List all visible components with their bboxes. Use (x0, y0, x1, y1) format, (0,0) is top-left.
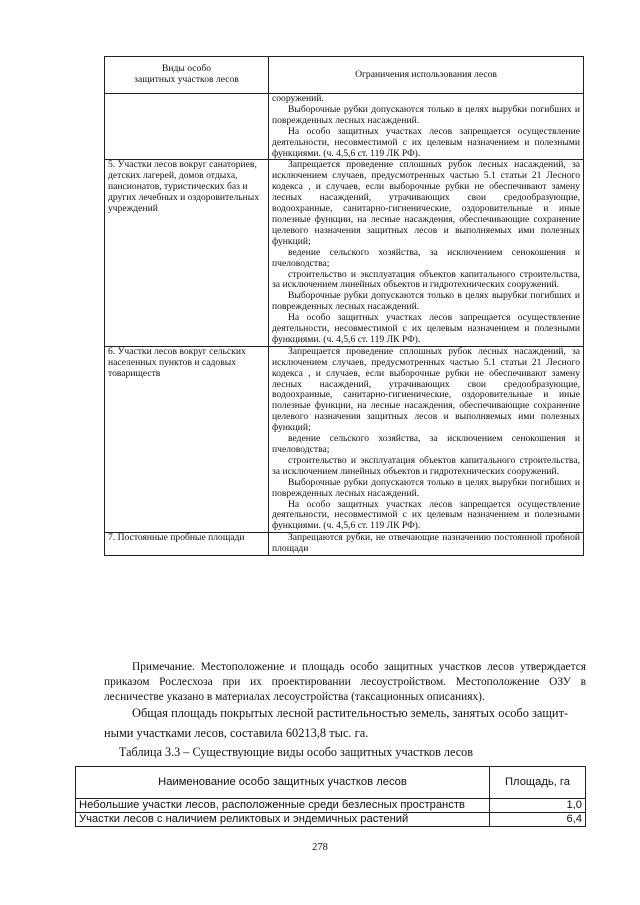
table-header-row (76, 767, 586, 799)
restriction-paragraph: строительство и эксплуатация объектов капитального строительства, за исключением линейных объектов и гидротехнических сооружений. (272, 454, 580, 477)
restrictions-cell (269, 94, 584, 160)
kind-cell: 7. Постоянные пробные площади (105, 533, 269, 556)
area-name-cell: Участки лесов с наличием реликтовых и эндемичных растений (76, 813, 490, 827)
restriction-paragraph: На особо защитных участках лесов запрещается осуществление деятельности, несовместимой с их целевым назначением и полезными функциями. (ч. 4,5,6 ст. 119 ЛК РФ). (272, 312, 580, 345)
restriction-paragraph: Выборочные рубки допускаются только в целях вырубки погибших и поврежденных лесных насаждений. (272, 103, 580, 126)
area-value-cell: 1,0 (490, 799, 586, 813)
restriction-paragraph: ведение сельского хозяйства, за исключением сенокошения и пчеловодства; (272, 433, 580, 455)
kind-cell: 5. Участки лесов вокруг санаториев, детских лагерей, домов отдыха, пансионатов, туристических баз и других лечебных и оздоровительных учреждений (105, 160, 269, 346)
restriction-paragraph: Запрещается проведение сплошных рубок лесных насаждений, за исключением случаев, предусмотренных частью 5.1 статьи 21 Лесного кодекса , и случаев, если выборочные рубки не обеспечивают замену лесных насаждений, утрачивающих свои средообразующие, водоохранные, санитарно-гигиенические, оздоровительные и иные полезные функции, на лесные насаждения, обеспечивающие сохранение целевого назначения защитных лесов и выполняемых ими полезных функций; (272, 345, 580, 434)
restrictions-cell (269, 160, 584, 346)
restrictions-cell (269, 346, 584, 532)
area-name-cell: Небольшие участки лесов, расположенные среди безлесных пространств (76, 799, 490, 813)
restriction-paragraph: Запрещаются рубки, не отвечающие назначению постоянной пробной площади (272, 532, 580, 555)
restriction-paragraph: сооружений. (272, 93, 324, 104)
table-row (105, 160, 584, 346)
header-kind: Виды особо защитных участков лесов (105, 57, 269, 94)
table-row (76, 799, 586, 813)
table-caption: Таблица 3.3 – Существующие виды особо защитных участков лесов (119, 745, 473, 759)
restriction-paragraph: Выборочные рубки допускаются только в целях вырубки погибших и поврежденных лесных насаждений. (272, 290, 580, 313)
header-area: Площадь, га (490, 767, 586, 799)
restriction-paragraph: На особо защитных участках лесов запрещается осуществление деятельности, несовместимой с их целевым назначением и полезными функциями. (ч. 4,5,6 ст. 119 ЛК РФ). (272, 125, 580, 159)
table-row (105, 94, 584, 160)
table-row (105, 533, 584, 556)
restriction-paragraph: ведение сельского хозяйства, за исключением сенокошения и пчеловодства; (272, 246, 580, 269)
restriction-paragraph: Запрещается проведение сплошных рубок лесных насаждений, за исключением случаев, предусмотренных частью 5.1 статьи 21 Лесного кодекса , и случаев, если выборочные рубки не обеспечивают замену лесных насаждений, утрачивающих свои средообразующие, водоохранные, санитарно-гигиенические, оздоровительные и иные полезные функции, на лесные насаждения, обеспечивающие сохранение целевого назначения защитных лесов и выполняемых ими полезных функций; (272, 159, 580, 247)
forest-restrictions-table (104, 56, 584, 556)
restrictions-cell (269, 533, 584, 556)
table-row (76, 813, 586, 827)
area-value-cell: 6,4 (490, 813, 586, 827)
note-paragraph: Примечание. Местоположение и площадь особо защитных участков лесов утверждается приказом Рослесхоза при их проектировании лесоустройством. Местоположение ОЗУ в лесничестве указано в материалах лесоустройства (таксационных описаниях). (104, 661, 586, 703)
restriction-paragraph: строительство и эксплуатация объектов капитального строительства, за исключением линейных объектов и гидротехнических сооружений. (272, 268, 580, 291)
restriction-paragraph: На особо защитных участках лесов запрещается осуществление деятельности, несовместимой с их целевым назначением и полезными функциями. (ч. 4,5,6 ст. 119 ЛК РФ). (272, 498, 580, 532)
header-name: Наименование особо защитных участков лесов (76, 767, 490, 799)
page-number: 278 (312, 842, 328, 853)
protected-areas-table (75, 766, 586, 827)
kind-cell (105, 94, 269, 160)
summary-line-1: Общая площадь покрытых лесной растительностью земель, занятых особо защит- (132, 706, 569, 720)
header-restrictions: Ограничения использования лесов (269, 57, 584, 94)
restriction-paragraph: Выборочные рубки допускаются только в целях вырубки погибших и поврежденных лесных насаждений. (272, 476, 580, 499)
kind-cell: 6. Участки лесов вокруг сельских населенных пунктов и садовых товариществ (105, 346, 269, 532)
table-row (105, 346, 584, 532)
summary-line-2: ными участками лесов, составила 60213,8 тыс. га. (104, 726, 369, 740)
table-header-row (105, 57, 584, 94)
